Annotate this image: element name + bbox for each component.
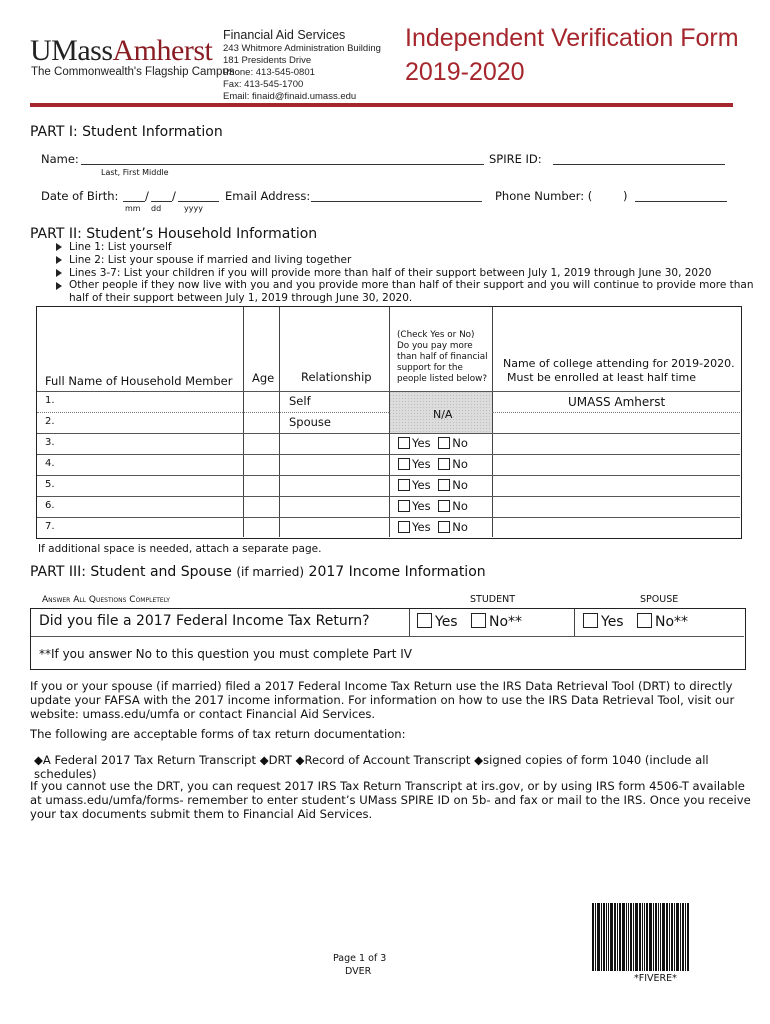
- office-email: Email: finaid@finaid.umass.edu: [223, 91, 357, 102]
- email-label: Email Address:: [225, 189, 311, 203]
- phone-close-paren: ): [623, 189, 628, 203]
- col-header-age: Age: [252, 371, 275, 385]
- bullet-4: Other people if they now live with you and you provide more than half of their support and you will continue to provide more than: [69, 279, 754, 291]
- row-4-num: 4.: [45, 458, 55, 469]
- no-label: No: [452, 457, 468, 471]
- dob-day-field[interactable]: [151, 189, 172, 202]
- no-label: No: [452, 499, 468, 513]
- phone-area-field[interactable]: [596, 189, 622, 202]
- spouse-yes-checkbox[interactable]: [583, 613, 598, 628]
- extra-space-note: If additional space is needed, attach a separate page.: [38, 543, 322, 555]
- na-label: N/A: [433, 408, 453, 421]
- office-address-2: 181 Presidents Drive: [223, 55, 312, 66]
- office-phone: Phone: 413-545-0801: [223, 67, 315, 78]
- row-5-no-checkbox[interactable]: [438, 479, 450, 491]
- col-header-college: [503, 357, 735, 385]
- col-header-name: Full Name of Household Member: [45, 374, 233, 388]
- part4-footnote: **If you answer No to this question you must complete Part IV: [39, 647, 413, 661]
- part3-heading: [30, 564, 486, 580]
- row-7-no-checkbox[interactable]: [438, 521, 450, 533]
- yes-label: Yes: [412, 478, 431, 492]
- row-6-no-checkbox[interactable]: [438, 500, 450, 512]
- bullet-1: Line 1: List yourself: [69, 241, 172, 253]
- yes-label: Yes: [412, 436, 431, 450]
- row-4-yes-checkbox[interactable]: [398, 458, 410, 470]
- row-3-support: [398, 436, 468, 450]
- support-header-line: than half of financial: [397, 352, 488, 362]
- row-5-num: 5.: [45, 479, 55, 490]
- support-header-line: support for the: [397, 363, 463, 373]
- bullet-4-cont: half of their support between July 1, 2019 through June 30, 2020.: [69, 292, 413, 304]
- income-box: [30, 608, 746, 670]
- bullet-arrow-icon: [56, 269, 62, 277]
- college-header-line: Name of college attending for 2019-2020.: [503, 357, 735, 370]
- office-fax: Fax: 413-545-1700: [223, 79, 304, 90]
- support-header-line: Do you pay more: [397, 341, 473, 351]
- logo-tagline: The Commonwealth's Flagship Campus: [31, 66, 235, 78]
- row-4-no-checkbox[interactable]: [438, 458, 450, 470]
- logo-amherst-text: Amherst: [112, 34, 213, 67]
- row-1-relationship: Self: [289, 394, 311, 408]
- col-header-support: [397, 330, 488, 385]
- dob-label: Date of Birth:: [41, 189, 119, 203]
- form-code: DVER: [345, 966, 372, 977]
- dob-hint-yyyy: yyyy: [184, 204, 203, 213]
- row-1-college: UMASS Amherst: [568, 395, 666, 409]
- col-header-relationship: Relationship: [301, 370, 372, 384]
- answer-all-note: Answer All Questions Completely: [42, 595, 170, 605]
- part3-heading-a: PART III: Student and Spouse: [30, 564, 232, 580]
- bullet-arrow-icon: [56, 256, 62, 264]
- row-6-num: 6.: [45, 500, 55, 511]
- yes-label: Yes: [601, 614, 624, 630]
- no-label: No: [452, 478, 468, 492]
- row-5-yes-checkbox[interactable]: [398, 479, 410, 491]
- dob-hint-dd: dd: [151, 204, 162, 213]
- row-7-num: 7.: [45, 521, 55, 532]
- acceptable-forms-intro: The following are acceptable forms of tax return documentation:: [30, 727, 406, 741]
- part3-heading-b: (if married): [236, 565, 305, 579]
- row-6-yes-checkbox[interactable]: [398, 500, 410, 512]
- name-label: Name:: [41, 152, 79, 166]
- umass-amherst-logo: [30, 34, 212, 68]
- row-7-support: [398, 520, 468, 534]
- spire-label: SPIRE ID:: [489, 152, 542, 166]
- row-2-num: 2.: [45, 416, 55, 427]
- bullet-2: Line 2: List your spouse if married and living together: [69, 254, 352, 266]
- office-title: Financial Aid Services: [223, 28, 346, 42]
- row-7-yes-checkbox[interactable]: [398, 521, 410, 533]
- row-3-num: 3.: [45, 437, 55, 448]
- row-3-no-checkbox[interactable]: [438, 437, 450, 449]
- support-header-line: (Check Yes or No): [397, 330, 475, 340]
- spouse-answers: [583, 613, 688, 630]
- part2-heading: PART II: Student’s Household Information: [30, 226, 318, 242]
- no-label: No: [452, 436, 468, 450]
- dob-hint-mm: mm: [125, 204, 141, 213]
- part3-heading-c: 2017 Income Information: [308, 564, 486, 580]
- row-2-relationship: Spouse: [289, 415, 331, 429]
- no-label: No: [452, 520, 468, 534]
- spouse-no-checkbox[interactable]: [637, 613, 652, 628]
- email-field[interactable]: [311, 189, 482, 202]
- support-header-line: people listed below?: [397, 374, 488, 384]
- no-label: No**: [488, 614, 523, 630]
- yes-label: Yes: [412, 457, 431, 471]
- college-header-line: Must be enrolled at least half time: [507, 371, 697, 384]
- acceptable-forms-list: ◆A Federal 2017 Tax Return Transcript ◆DRT ◆Record of Account Transcript ◆signed copies of form 1040 (include all schedules): [34, 753, 709, 781]
- drt-paragraph: If you or your spouse (if married) filed a 2017 Federal Income Tax Return use the IRS Data Retrieval Tool (DRT) to directly update your FAFSA with the 2017 income information. For information on how to use the IRS Data Retrieval Tool, visit our website: umass.edu/umfa or contact Financial Aid Services.: [30, 679, 735, 721]
- form-year: 2019-2020: [405, 58, 525, 86]
- name-field[interactable]: [81, 152, 484, 165]
- bullet-arrow-icon: [56, 243, 62, 251]
- phone-number-field[interactable]: [635, 189, 727, 202]
- bullet-arrow-icon: [56, 282, 62, 290]
- tax-return-question: Did you file a 2017 Federal Income Tax Return?: [39, 613, 370, 629]
- dob-month-field[interactable]: [123, 189, 145, 202]
- bullet-3: Lines 3-7: List your children if you will provide more than half of their support between July 1, 2019 through June 30, 2020: [69, 267, 712, 279]
- row-6-support: [398, 499, 468, 513]
- row-1-num: 1.: [45, 395, 55, 406]
- row-3-yes-checkbox[interactable]: [398, 437, 410, 449]
- row-4-support: [398, 457, 468, 471]
- barcode: [592, 903, 720, 971]
- page-number: Page 1 of 3: [333, 953, 387, 964]
- yes-label: Yes: [412, 520, 431, 534]
- yes-label: Yes: [412, 499, 431, 513]
- irs-transcript-paragraph: If you cannot use the DRT, you can request 2017 IRS Tax Return Transcript at irs.gov, or by using IRS form 4506-T available at umass.edu/umfa/forms- remember to enter student’s UMass SPIRE ID on 5b- and fax or mail to the IRS. Once you receive your tax documents submit them to Financial Aid Services.: [30, 779, 751, 821]
- student-col-label: STUDENT: [470, 594, 516, 605]
- student-no-checkbox[interactable]: [471, 613, 486, 628]
- spouse-col-label: SPOUSE: [640, 594, 679, 605]
- phone-label: Phone Number: (: [495, 189, 593, 203]
- logo-umass-text: UMass: [30, 34, 113, 67]
- barcode-text: *FIVERE*: [634, 973, 677, 984]
- no-label: No**: [654, 614, 689, 630]
- dob-year-field[interactable]: [178, 189, 219, 202]
- row-5-support: [398, 478, 468, 492]
- student-yes-checkbox[interactable]: [417, 613, 432, 628]
- yes-label: Yes: [435, 614, 458, 630]
- header-rule: [30, 103, 733, 107]
- dob-sep-2: /: [172, 189, 176, 203]
- spire-field[interactable]: [553, 152, 725, 165]
- office-address-1: 243 Whitmore Administration Building: [223, 43, 381, 54]
- name-hint: Last, First Middle: [101, 168, 169, 177]
- form-title: Independent Verification Form: [405, 24, 739, 52]
- household-table: [36, 306, 742, 539]
- dob-sep-1: /: [145, 189, 149, 203]
- part1-heading: PART I: Student Information: [30, 124, 223, 140]
- student-answers: [417, 613, 522, 630]
